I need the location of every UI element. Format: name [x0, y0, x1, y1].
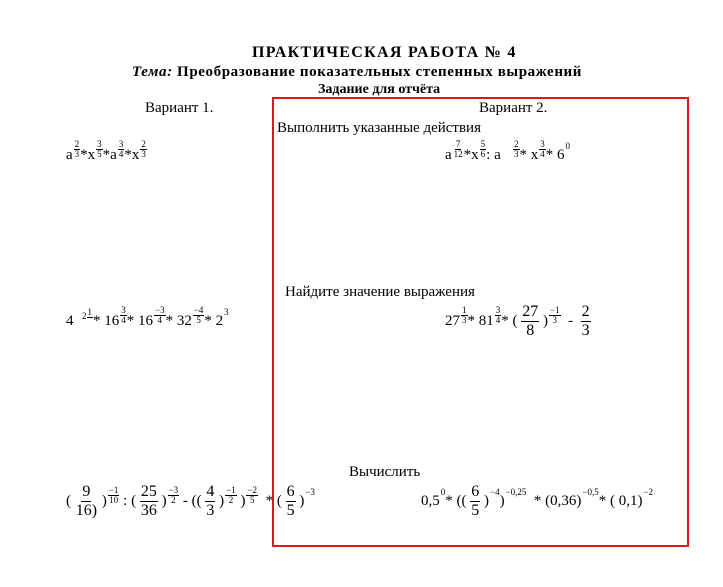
- subtitle: Задание для отчёта: [318, 82, 441, 97]
- topic-label: Тема:: [132, 64, 173, 80]
- topic-text: Преобразование показательных степенных выражений: [177, 64, 583, 80]
- page-title: ПРАКТИЧЕСКАЯ РАБОТА № 4: [252, 44, 517, 61]
- section-2-heading: Найдите значение выражения: [285, 284, 475, 300]
- variant1-heading: Вариант 1.: [145, 100, 214, 116]
- v2-expression-1: a $\frac{7}{12}$ *x $\frac{5}{6}$ : a $\frac{2}{3}$ * x $\frac{3}{4}$ * $6^0$: [445, 139, 570, 163]
- v2-expression-2: 27 $\frac{1}{3}$ * 81 $\frac{3}{4}$ * ( $\frac{27}{8}$ ) $\frac{-1}{3}$ - $\frac{2}{3}$: [445, 303, 590, 339]
- topic-line: [132, 64, 582, 81]
- section-1-heading: Выполнить указанные действия: [277, 120, 481, 136]
- v1-expression-2: 4 $^2$ 1 * 16 $\frac{3}{4}$ * 16 $\frac{-3}{4}$ * 32 $\frac{-4}{5}$ * $2^3$: [66, 305, 229, 329]
- section-3-heading: Вычислить: [349, 464, 421, 480]
- v1-expression-3: ( $\frac{9}{16)}$ ) $\frac{-1}{10}$ : ( $\frac{25}{36}$ ) $\frac{-3}{2}$ - (( $\frac{4}{3}$ ) $\frac{-1}{2}$ ) $\frac{-2}{5}$ * ( $\frac{6}{5}$ )$^{-3}$: [66, 483, 315, 519]
- v1-expression-1: a $\frac{2}{3}$ *x $\frac{3}{5}$ *a $\frac{3}{4}$ *x $\frac{2}{3}$: [66, 139, 146, 163]
- v2-expression-3: $0,5^0*$ (( $\frac{6}{5}$ )$^{-4})^{-0,25} * (0,36)^{-0,5}*$ ( 0,1)$^{-2}$: [421, 483, 654, 519]
- variant2-heading: Вариант 2.: [479, 100, 548, 116]
